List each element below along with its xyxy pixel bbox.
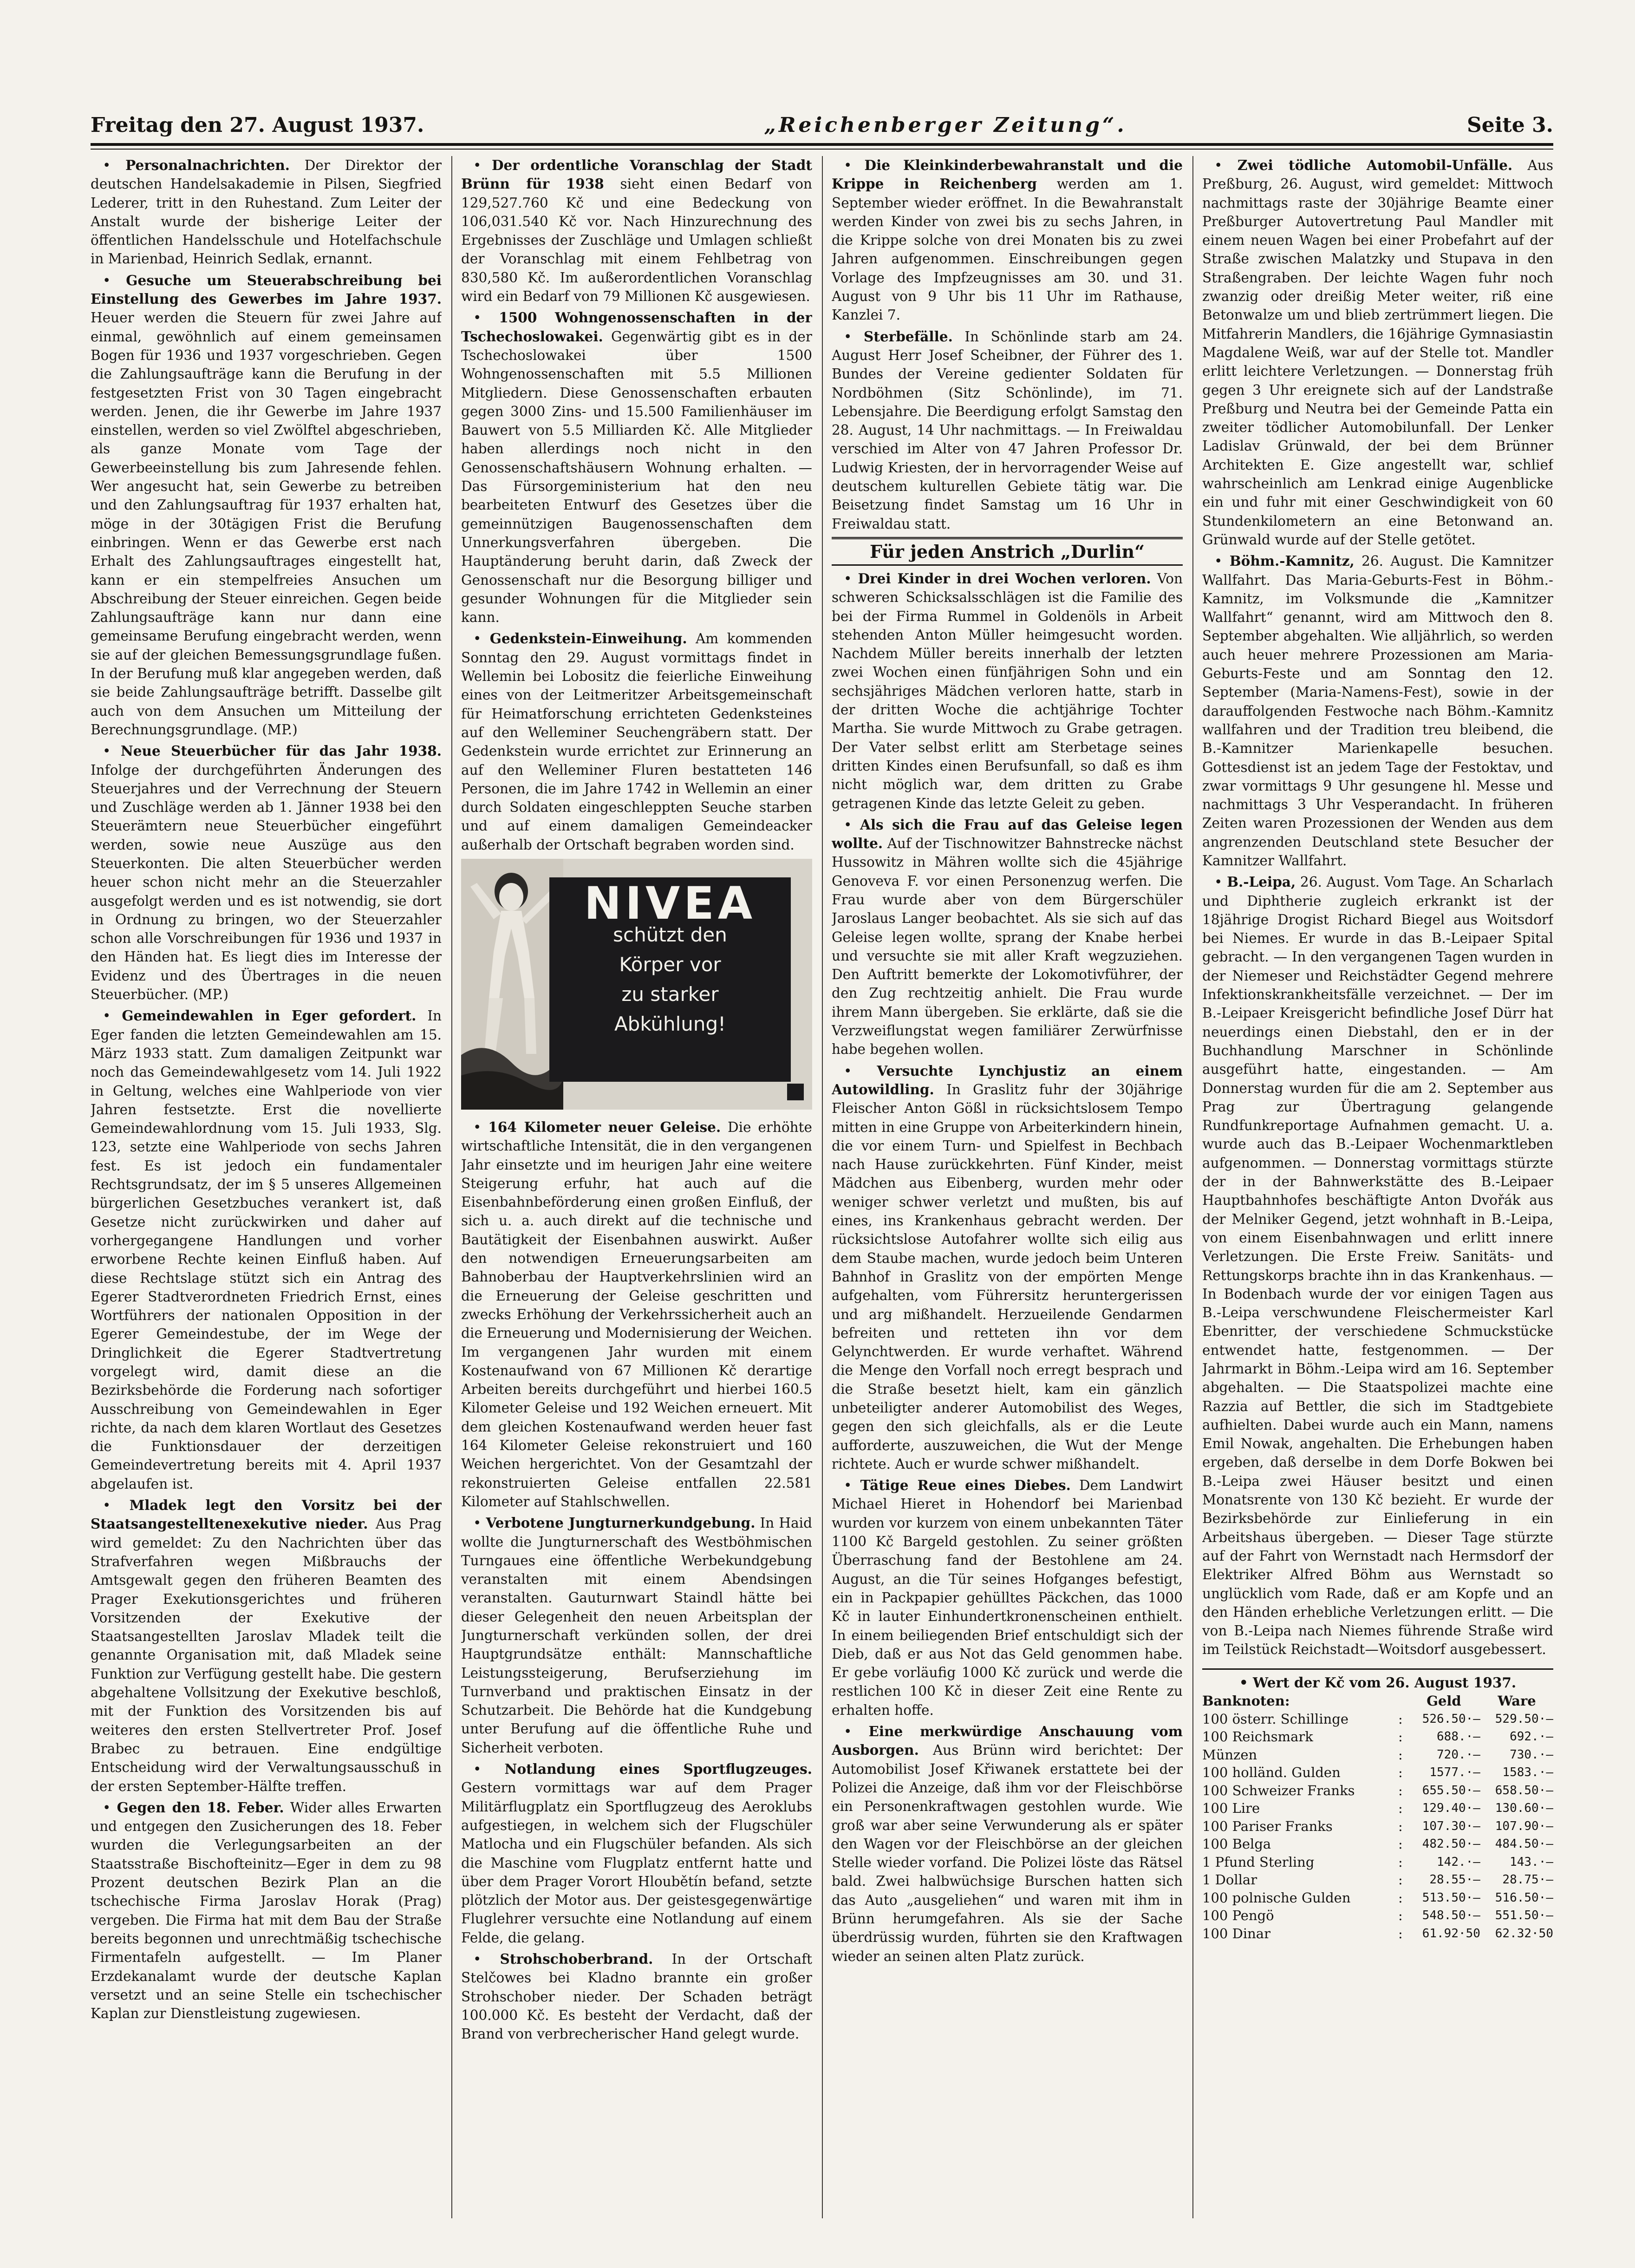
geld-value: 526.50·— — [1422, 1712, 1480, 1726]
column-2 — [461, 156, 812, 2218]
geld-value: 688.·— — [1437, 1730, 1480, 1744]
article: • Mladek legt den Vorsitz bei der Staatsangestelltenexekutive nieder. Aus Prag wird gemeldet: Zu den Nachrichten über das Strafverfahren wegen Mißbrauchs der Amtsgewalt gegen den früheren Beamten des Prager Exekutionsgerichtes und früheren Vorsitzenden der Exekutive der Staatsangestellten Jaroslav Mladek teilt die genannte Organisation mit, daß Mladek seine Funktion zur Verfügung gestellt habe. Die gestern abgehaltene Vollsitzung der Exekutive beschloß, mit der Funktion des Vorsitzenden bis auf weiteres den ersten Stellvertreter Prof. Josef Brabec zu betrauen. Eine endgültige Entscheidung wird der Verwaltungsausschuß in der ersten September-Hälfte treffen. — [91, 1497, 442, 1794]
table-row — [1202, 1782, 1553, 1800]
currency-name: 1 Pfund Sterling — [1202, 1854, 1315, 1870]
separator: : — [1398, 1836, 1403, 1852]
separator: : — [1398, 1746, 1403, 1763]
article-headline: Drei Kinder in drei Wochen verloren. — [858, 570, 1151, 587]
ad-brand: NIVEA — [584, 877, 756, 929]
article-body: werden am 1. September wieder eröffnet. In die Bewahranstalt werden Kinder von zwei bis zu sechs Jahren, in die Krippe solche von drei Monaten bis zu zwei Jahren aufgenommen. Einschreibungen gegen Vorlage des Impfzeugnisses am 30. und 31. August von 9 Uhr bis 11 Uhr im Rathause, Kanzlei 7. — [832, 176, 1183, 323]
article: • Böhm.-Kamnitz, 26. August. Die Kamnitzer Wallfahrt. Das Maria-Geburts-Fest in Böhm.-Kamnitz, im Volksmunde die „Kamnitzer Wallfahrt“ genannt, wird am Mittwoch den 8. September abgehalten. Wie alljährlich, so werden auch heuer mehrere Prozessionen am Maria-Geburts-Feste und am Sonntag den 12. September (Maria-Namens-Fest), sowie in der darauffolgenden Festwoche nach Böhm.-Kamnitz wallfahren und der Tradition treu bleibend, die B.-Kamnitzer Marienkapelle besuchen. Gottesdienst ist an jedem Tage der Festoktav, und zwar vormittags 9 Uhr gesungene hl. Messe und nachmittags 3 Uhr Vesperandacht. In früheren Zeiten waren Prozessionen der Wenden aus dem angrenzenden Deutschland stete Besucher der Kamnitzer Wallfahrt. — [1202, 553, 1553, 869]
ad-corner-mark — [787, 1084, 804, 1100]
currency-name: 100 Dinar — [1202, 1925, 1270, 1941]
article-body: Wider alles Erwarten und entgegen den Zusicherungen des 18. Feber wurden die Verlegungsarbeiten an der Staatsstraße Bischofteinitz—Eger in dem zu 98 Prozent deutschen Bezirk Plan an die tschechische Firma Jaroslav Horak (Prag) vergeben. Die Firma hat mit dem Bau der Straße bereits begonnen und unrechtmäßig tschechische Firmentafeln aufgestellt. — Im Planer Erzdekanalamt wurde der deutsche Kaplan versetzt und an seine Stelle ein tschechischer Kaplan zur Dienstleistung zugewiesen. — [91, 1799, 442, 2022]
header-rule-thin — [91, 149, 1553, 150]
article-headline: Verbotene Jungturnerkundgebung. — [486, 1515, 756, 1531]
ware-value: 62.32·50 — [1495, 1926, 1553, 1941]
currency-name: 100 holländ. Gulden — [1202, 1765, 1341, 1781]
article-headline: Personalnachrichten. — [125, 157, 290, 173]
currency-name: 100 Reichsmark — [1202, 1729, 1313, 1745]
separator: : — [1398, 1872, 1403, 1888]
ware-value: 107.90·— — [1495, 1819, 1553, 1833]
article: • B.-Leipa, 26. August. Vom Tage. An Scharlach und Diphtherie zugleich erkrankt ist der 18jährige Drogist Richard Biegel aus Woitsdorf bei Niemes. Er wurde in das B.-Leipaer Spital gebracht. — In den vergangenen Tagen wurden in der Niemeser und Reichstädter Gegend mehrere Infektionskrankheitsfälle verzeichnet. — Der im B.-Leipaer Kreisgericht befindliche Josef Dürr hat neuerdings einen Diebstahl, den er in der Buchhandlung Marschner in Schönlinde ausgeführt hatte, eingestanden. — Am Donnerstag wurden für die am 2. September aus Prag zur Übertragung gelangende Rundfunkreportage Aufnahmen gemacht. U. a. wurde auch das B.-Leipaer Wochenmarktleben aufgenommen. — Donnerstag vormittags stürzte der in der Bahnwerkstätte des B.-Leipaer Hauptbahnhofes beschäftigte Anton Dvořák aus der Melniker Gegend, jetzt wohnhaft in B.-Leipa, von einem Eisenbahnwagen und erlitt innere Verletzungen. Die Erste Freiw. Sanitäts- und Rettungskorps brachte ihn in das Krankenhaus. — In Bodenbach wurde der vor einigen Tagen aus B.-Leipa verschwundene Fleischermeister Karl Ebenritter, der verschiedene Schmuckstücke entwendet hatte, festgenommen. — Der Jahrmarkt in Böhm.-Leipa wird am 16. September abgehalten. — Die Staatspolizei machte eine Razzia auf Bettler, die sich im Stadtgebiete aufhielten. Dabei wurde auch ein Mann, namens Emil Nowak, angehalten. Die Erhebungen haben ergeben, daß derselbe in dem Dorfe Bokwen bei B.-Leipa zwei Häuser besitzt und einen Monatsrente von 130 Kč bezieht. Er wurde der Bezirksbehörde zur Einlieferung in ein Arbeitshaus übergeben. — Dieser Tage stürzte auf der Fahrt von Wernstadt nach Hermsdorf der Elektriker Alfred Böhm aus Wernstadt so unglücklich vom Rade, daß er am Kopfe und an den Händen erhebliche Verletzungen erlitt. — Die von B.-Leipa nach Niemes führende Straße wird im Teilstück Reichstadt—Woitsdorf ausgebessert. — [1202, 874, 1553, 1658]
column-4 — [1202, 156, 1553, 2218]
column-divider — [1192, 156, 1193, 2218]
table-row — [1202, 1799, 1553, 1817]
ware-value: 730.·— — [1510, 1747, 1553, 1762]
currency-name: 100 Belga — [1202, 1836, 1271, 1852]
geld-value: 28.55·— — [1429, 1873, 1480, 1887]
article-headline: Gemeindewahlen in Eger gefordert. — [122, 1007, 417, 1024]
article-body: In der Ortschaft Stelčowes bei Kladno brannte ein großer Strohschober nieder. Der Schaden beträgt 100.000 Kč. Es besteht der Verdacht, daß der Brand von verbrecherischer Hand gelegt wurde. — [461, 1951, 812, 2042]
article-body: Aus Brünn wird berichtet: Der Automobilist Josef Křiwanek erstattete bei der Polizei die Anzeige, daß ihm vor der Fleischbörse ein Personenkraftwagen gestohlen wurde. Wie groß war aber seine Verwunderung als er später den Wagen vor der Fleischbörse an der gleichen Stelle wieder vorfand. Die Polizei löste das Rätsel bald. Zwei halbwüchsige Burschen hatten sich das Auto „ausgeliehen“ und waren mit ihm in Brünn herumgefahren. Als sie der Sache überdrüssig wurden, führten sie den Kraftwagen wieder an seinen alten Platz zurück. — [832, 1742, 1183, 1964]
separator: : — [1398, 1800, 1403, 1817]
ware-value: 130.60·— — [1495, 1801, 1553, 1816]
issue-date: Freitag den 27. August 1937. — [91, 113, 424, 137]
article: • Verbotene Jungturnerkundgebung. In Haid wollte die Jungturnerschaft des Westböhmischen Turngaues eine öffentliche Werbekundgebung veranstalten mit einem Abendsingen veranstalten. Gauturnwart Staindl hätte bei dieser Gelegenheit den neuen Arbeitsplan der Jungturnerschaft verkünden sollen, der drei Hauptgrundsätze enthält: Mannschaftliche Leistungssteigerung, Berufserziehung im Turnverband und praktischen Einsatz in der Schutzarbeit. Die Behörde hat die Kundgebung unter Berufung auf die öffentliche Ruhe und Sicherheit verboten. — [461, 1515, 812, 1756]
currency-name: 100 Schweizer Franks — [1202, 1782, 1355, 1798]
article: • 164 Kilometer neuer Geleise. Die erhöhte wirtschaftliche Intensität, die in den vergangenen Jahr einsetzte und im heurigen Jahr eine weitere Steigerung erfuhr, hat auch auf die Eisenbahnbeförderung einen großen Einfluß, der sich u. a. auch direkt auf die technische und Bautätigkeit der Eisenbahnen auswirkt. Außer den notwendigen Erneuerungsarbeiten am Bahnoberbau der Hauptverkehrslinien wird an die Erneuerung der Geleise geschritten und zwecks Erhöhung der Verkehrssicherheit auch an die Erneuerung und Modernisierung der Weichen. Im vergangenen Jahr wurden mit einem Kostenaufwand von 67 Millionen Kč derartige Arbeiten bereits durchgeführt und hierbei 160.5 Kilometer Geleise und 192 Weichen erneuert. Mit dem gleichen Kostenaufwand werden heuer fast 164 Kilometer Geleise rekonstruiert und 160 Weichen hergerichtet. Von der Gesamtzahl der rekonstruierten Geleise entfallen 22.581 Kilometer auf Stahlschwellen. — [461, 1118, 812, 1510]
currency-name: 100 Pariser Franks — [1202, 1818, 1333, 1834]
geld-value: 61.92·50 — [1422, 1926, 1480, 1941]
article: • Personalnachrichten. Der Direktor der deutschen Handelsakademie in Pilsen, Siegfried Lederer, tritt in den Ruhestand. Zum Leiter der Anstalt wurde der bisherige Leiter der öffentlichen Handelsschule und Hotelfachschule in Marienbad, Heinrich Sedlak, ernannt. — [91, 157, 442, 267]
article-headline: Gegen den 18. Feber. — [117, 1799, 284, 1816]
geld-value: 655.50·— — [1422, 1783, 1480, 1797]
column-header: Ware — [1498, 1693, 1536, 1709]
article: • 1500 Wohngenossenschaften in der Tschechoslowakei. Gegenwärtig gibt es in der Tschechoslowakei über 1500 Wohngenossenschaften mit 5.5 Millionen Mitgliedern. Diese Genossenschaften erbauten gegen 3000 Zins- und 15.500 Familienhäuser im Bauwert von 5.5 Milliarden Kč. Alle Mitglieder haben allerdings noch nicht in den Genossenschaftshäusern Wohnung erhalten. — Das Fürsorgeministerium hat den neu bearbeiteten Entwurf des Gesetzes über die gemeinnützigen Baugenossenschaften dem Unnerkungsverfahren übergeben. Die Hauptänderung beruht darin, daß Zweck der Genossenschaft nur die Besorgung billiger und gesunder Wohnungen für die Mitglieder sein kann. — [461, 309, 812, 626]
separator: : — [1398, 1925, 1403, 1941]
article-headline: Die Kleinkinderbewahranstalt und die Krippe in Reichenberg — [832, 157, 1183, 192]
geld-value: 142.·— — [1437, 1855, 1480, 1869]
geld-value: 1577.·— — [1429, 1765, 1480, 1780]
article-headline: Mladek legt den Vorsitz bei der Staatsangestelltenexekutive nieder. — [91, 1497, 442, 1532]
exchange-rate-title-text: Wert der Kč vom 26. August 1937. — [1252, 1674, 1517, 1691]
article: • Gesuche um Steuerabschreibung bei Einstellung des Gewerbes im Jahre 1937. Heuer werden die Steuern für zwei Jahre auf einmal, gewöhnlich auf einem gemeinsamen Bogen für 1936 und 1937 vorgeschrieben. Gegen die Zahlungsaufträge kann die Berufung in der festgesetzten Frist von 30 Tagen eingebracht werden. Jenen, die ihr Gewerbe im Jahre 1937 einstellen, werden so viel Zwölftel abgeschrieben, als ganze Monate vom Tage der Gewerbeeinstellung bis zum Jahresende fehlen. Wer angesucht hat, sein Gewerbe zu betreiben und den Zahlungsauftrag für 1937 erhalten hat, möge in der 30tägigen Frist die Berufung einbringen. Wenn er das Gewerbe erst nach Erhalt des Zahlungsauftrages eingestellt hat, kann er ein stempelfreies Ansuchen um Abschreibung der Steuer einreichen. Gegen beide Zahlungsaufträge kann nur dann eine gemeinsame Berufung eingebracht werden, wenn sie auf der gleichen Bemessungsgrundlage fußen. In der Berufung muß klar angegeben werden, daß sie beide Zahlungsaufträge betrifft. Dasselbe gilt auch von dem Ansuchen um Mitteilung der Berechnungsgrundlage. (MP.) — [91, 272, 442, 738]
separator: : — [1398, 1729, 1403, 1745]
article-headline: Als sich die Frau auf das Geleise legen wollte. — [832, 816, 1183, 852]
ad-slogan-line: zu starker — [621, 983, 719, 1006]
table-row — [1202, 1764, 1553, 1782]
currency-name: Münzen — [1202, 1746, 1257, 1763]
article: • Drei Kinder in drei Wochen verloren. Von schweren Schicksalsschlägen ist die Familie des bei der Firma Rummel in Goldenöls in Arbeit stehenden Anton Müller heimgesucht worden. Nachdem Müller bereits innerhalb der letzten zwei Wochen einen fünfjährigen Sohn und ein sechsjähriges Mädchen verloren hatte, starb in der dritten Woche die achtjährige Tochter Martha. Sie wurde Mittwoch zu Grabe getragen. Der Vater selbst erlitt am Sterbetage seines dritten Kindes einen Berufsunfall, so daß es ihm nicht möglich war, dem dritten zu Grabe getragenen Kinde das letzte Geleit zu geben. — [832, 570, 1183, 811]
ware-value: 692.·— — [1510, 1730, 1553, 1744]
article-headline: Tätige Reue eines Diebes. — [860, 1477, 1071, 1494]
table-row — [1202, 1925, 1553, 1943]
article-body: Die erhöhte wirtschaftliche Intensität, die in den vergangenen Jahr einsetzte und im heurigen Jahr eine weitere Steigerung erfuhr, hat auch auf die Eisenbahnbeförderung einen großen Einfluß, der sich u. a. auch direkt auf die technische und Bautätigkeit der Eisenbahnen auswirkt. Außer den notwendigen Erneuerungsarbeiten am Bahnoberbau der Hauptverkehrslinien wird an die Erneuerung der Geleise geschritten und zwecks Erhöhung der Verkehrssicherheit auch an die Erneuerung und Modernisierung der Weichen. Im vergangenen Jahr wurden mit einem Kostenaufwand von 67 Millionen Kč derartige Arbeiten bereits durchgeführt und hierbei 160.5 Kilometer Geleise und 192 Weichen erneuert. Mit dem gleichen Kostenaufwand werden heuer fast 164 Kilometer Geleise rekonstruiert und 160 Weichen hergerichtet. Von der Gesamtzahl der rekonstruierten Geleise entfallen 22.581 Kilometer auf Stahlschwellen. — [461, 1119, 812, 1510]
table-row — [1202, 1889, 1553, 1907]
table-row — [1202, 1728, 1553, 1746]
article: • Strohschoberbrand. In der Ortschaft Stelčowes bei Kladno brannte ein großer Strohschober nieder. Der Schaden beträgt 100.000 Kč. Es besteht der Verdacht, daß der Brand von verbrecherischer Hand gelegt wurde. — [461, 1951, 812, 2042]
table-row — [1202, 1817, 1553, 1836]
article-body: In Graslitz fuhr der 30jährige Fleischer Anton Gößl in rücksichtslosem Tempo mitten in eine Gruppe von Arbeiterkindern hinein, die vor einem Turn- und Spielfest in Bechbach nach Hause zurückkehrten. Fünf Kinder, meist Mädchen aus Eibenberg, wurden mehr oder weniger schwer verletzt und mußten, bis auf eines, ins Krankenhaus gebracht werden. Der rücksichtslose Autofahrer wollte sich eilig aus dem Staube machen, wurde jedoch beim Unteren Bahnhof in Graslitz von der empörten Menge aufgehalten, vom Führersitz heruntergerissen und arg mißhandelt. Herzueilende Gendarmen befreiten und retteten ihn vor dem Gelynchtwerden. Er wurde verhaftet. Während die Menge den Vorfall noch erregt besprach und die Straße besetzt hielt, kam ein gänzlich unbeteiligter anderer Automobilist des Weges, gegen den sich gleichfalls, als er die Leute aufforderte, auszuweichen, die Wut der Menge richtete. Auch er wurde schwer mißhandelt. — [832, 1081, 1183, 1472]
article-headline: Eine merkwürdige Anschauung vom Ausborgen. — [832, 1723, 1183, 1758]
article-headline: Zwei tödliche Automobil-Unfälle. — [1237, 157, 1513, 173]
article-body: Auf der Tischnowitzer Bahnstrecke nächst Hussowitz in Mähren wollte sich die 45jährige Genoveva F. vor einen Personenzug werfen. Die Frau wurde aber von dem Bürgerschüler Jaroslaus Langer beobachtet. Als sie sich auf das Geleise legen wollte, sprang der Knabe herbei und versuchte sie mit aller Kraft wegzuziehen. Den Auftritt bemerkte der Lokomotivführer, der den Zug rechtzeitig anhielt. Die Frau wurde ihrem Mann übergeben. Sie erklärte, daß sie die Verzweiflungstat wegen familiärer Zerwürfnisse habe begehen wollen. — [832, 836, 1183, 1058]
separator: : — [1398, 1711, 1403, 1727]
ad-slogan-line: schützt den — [613, 923, 727, 947]
separator: : — [1398, 1765, 1403, 1781]
article: • Eine merkwürdige Anschauung vom Ausborgen. Aus Brünn wird berichtet: Der Automobilist Josef Křiwanek erstattete bei der Polizei die Anzeige, daß ihm vor der Fleischbörse ein Personenkraftwagen gestohlen wurde. Wie groß war aber seine Verwunderung als er später den Wagen vor der Fleischbörse an der gleichen Stelle wieder vorfand. Die Polizei löste das Rätsel bald. Zwei halbwüchsige Burschen hatten sich das Auto „ausgeliehen“ und waren mit ihm in Brünn herumgefahren. Als sie der Sache überdrüssig wurden, führten sie den Kraftwagen wieder an seinen alten Platz zurück. — [832, 1723, 1183, 1964]
masthead-title: „Reichenberger Zeitung“. — [764, 113, 1127, 137]
separator: : — [1398, 1889, 1403, 1906]
geld-value: 482.50·— — [1422, 1837, 1480, 1851]
ware-value: 28.75·— — [1502, 1873, 1553, 1887]
article-body: 26. August. Vom Tage. An Scharlach und Diphtherie zugleich erkrankt ist der 18jährige Drogist Richard Biegel aus Woitsdorf bei Niemes. Er wurde in das B.-Leipaer Spital gebracht. — In den vergangenen Tagen wurden in der Niemeser und Reichstädter Gegend mehrere Infektionskrankheitsfälle verzeichnet. — Der im B.-Leipaer Kreisgericht befindliche Josef Dürr hat neuerdings einen Diebstahl, den er in der Buchhandlung Marschner in Schönlinde ausgeführt hatte, eingestanden. — Am Donnerstag wurden für die am 2. September aus Prag zur Übertragung gelangende Rundfunkreportage Aufnahmen gemacht. U. a. wurde auch das B.-Leipaer Wochenmarktleben aufgenommen. — Donnerstag vormittags stürzte der in der Bahnwerkstätte des B.-Leipaer Hauptbahnhofes beschäftigte Anton Dvořák aus der Melniker Gegend, jetzt wohnhaft in B.-Leipa, von einem Eisenbahnwagen und erlitt innere Verletzungen. Die Erste Freiw. Sanitäts- und Rettungskorps brachte ihn in das Krankenhaus. — In Bodenbach wurde der vor einigen Tagen aus B.-Leipa verschwundene Fleischermeister Karl Ebenritter, der verschiedene Schmuckstücke entwendet hatte, festgenommen. — Der Jahrmarkt in Böhm.-Leipa wird am 16. September abgehalten. — Die Staatspolizei machte eine Razzia auf Bettler, die sich im Stadtgebiete aufhielten. Dabei wurde auch ein Mann, namens Emil Nowak, angehalten. Die Erhebungen haben ergeben, daß derselbe in dem Dorfe Bokwen bei B.-Leipa zwei Häuser besitzt und einen Monatsrente von 130 Kč bezieht. Er wurde der Bezirksbehörde zur Einlieferung in ein Arbeitshaus übergeben. — Dieser Tage stürzte auf der Fahrt von Wernstadt nach Hermsdorf der Elektriker Alfred Böhm aus Wernstadt so unglücklich vom Rade, daß er am Kopfe und an den Händen erhebliche Verletzungen erlitt. — Die von B.-Leipa nach Niemes führende Straße wird im Teilstück Reichstadt—Woitsdorf ausgebessert. — [1202, 874, 1553, 1658]
article-body: In Haid wollte die Jungturnerschaft des Westböhmischen Turngaues eine öffentliche Werbekundgebung veranstalten mit einem Abendsingen veranstalten. Gauturnwart Staindl hätte bei dieser Gelegenheit den neuen Arbeitsplan der Jungturnerschaft verkünden sollen, der drei Hauptgrundsätze enthält: Mannschaftliche Leistungssteigerung, Berufserziehung im Turnverband und praktischen Einsatz in der Schutzarbeit. Die Behörde hat die Kundgebung unter Berufung auf die öffentliche Ruhe und Sicherheit verboten. — [461, 1515, 812, 1756]
section-banner-durlin: Für jeden Anstrich „Durlin“ — [832, 537, 1183, 566]
article: • Gemeindewahlen in Eger gefordert. In Eger fanden die letzten Gemeindewahlen am 15. März 1933 statt. Zum damaligen Zeitpunkt war noch das Gemeindewahlgesetz vom 14. Juli 1922 in Geltung, welches eine Wahlperiode von vier Jahren festsetzte. Erst die novellierte Gemeindewahlordnung vom 15. Juli 1933, Slg. 123, setzte eine Wahlperiode von sechs Jahren fest. Es ist jedoch ein fundamentaler Rechtsgrundsatz, der im § 5 unseres Allgemeinen bürgerlichen Gesetzbuches verankert ist, daß Gesetze nicht zurückwirken und daher auf vorhergegangene Handlungen und vorher erworbene Rechte keinen Einfluß haben. Auf diese Rechtslage stützt sich ein Antrag des Egerer Stadtverordneten Friedrich Ernst, eines Wortführers der nationalen Opposition in der Egerer Gemeindestube, der im Wege der Dringlichkeit die Egerer Stadtvertretung vorgelegt wird, damit diese an die Bezirksbehörde die Forderung nach sofortiger Ausschreibung von Gemeindewahlen in Eger richte, da nach dem klaren Wortlaut des Gesetzes die Funktionsdauer der derzeitigen Gemeindevertretung bereits mit 4. April 1937 abgelaufen ist. — [91, 1007, 442, 1492]
table-row — [1202, 1871, 1553, 1889]
page-number: Seite 3. — [1466, 113, 1553, 137]
currency-name: 100 österr. Schillinge — [1202, 1711, 1348, 1727]
article-headline: Notlandung eines Sportflugzeuges. — [504, 1761, 812, 1778]
article-body: Infolge der durchgeführten Änderungen des Steuerjahres und der Verrechnung der Steuern und Zuschläge werden ab 1. Jänner 1938 bei den Steuerämtern neue Steuerbücher eingeführt werden, sowie neue Auszüge aus den Steuerkonten. Die alten Steuerbücher werden heuer schon nicht mehr an die Steuerzahler ausgefolgt werden und es ist notwendig, sie dort in Ordnung zu bringen, wo der Steuerzahler schon alle Vorschreibungen für 1936 und 1937 in den Händen hat. Es liegt dies im Interesse der Evidenz und des Übertrages in die neuen Steuerbücher. (MP.) — [91, 762, 442, 1003]
article-body: Am kommenden Sonntag den 29. August vormittags findet in Wellemin bei Lobositz die feierliche Einweihung eines von der Leitmeritzer Arbeitsgemeinschaft für Heimatforschung errichteten Gedenksteines auf den Welleminer Seuchengräbern statt. Der Gedenkstein wurde errichtet zur Erinnerung an auf den Welleminer Fluren bestatteten 146 Personen, die im Jahre 1742 in Wellemin an einer durch Soldaten eingeschleppten Seuche starben und auf einem damaligen Gemeindeacker außerhalb der Ortschaft begraben worden sind. — [461, 631, 812, 853]
geld-value: 720.·— — [1437, 1747, 1480, 1762]
column-header-spacer — [1394, 1692, 1407, 1710]
newspaper-page — [91, 111, 1553, 2229]
article-headline: Neue Steuerbücher für das Jahr 1938. — [120, 743, 442, 759]
ware-value: 516.50·— — [1495, 1890, 1553, 1905]
rates-table — [1202, 1692, 1553, 1942]
exchange-rate-table — [1202, 1668, 1553, 1942]
article-headline: Der ordentliche Voranschlag der Stadt Brünn für 1938 — [461, 157, 812, 192]
article: • Versuchte Lynchjustiz an einem Autowildling. In Graslitz fuhr der 30jährige Fleischer Anton Gößl in rücksichtslosem Tempo mitten in eine Gruppe von Arbeiterkindern hinein, die vor einem Turn- und Spielfest in Bechbach nach Hause zurückkehrten. Fünf Kinder, meist Mädchen aus Eibenberg, wurden mehr oder weniger schwer verletzt und mußten, bis auf eines, ins Krankenhaus gebracht werden. Der rücksichtslose Autofahrer wollte sich eilig aus dem Staube machen, wurde jedoch beim Unteren Bahnhof in Graslitz von der empörten Menge aufgehalten, vom Führersitz heruntergerissen und arg mißhandelt. Herzueilende Gendarmen befreiten und retteten ihn vor dem Gelynchtwerden. Er wurde verhaftet. Während die Menge den Vorfall noch erregt besprach und die Straße besetzt hielt, kam ein gänzlich unbeteiligter anderer Automobilist des Weges, gegen den sich gleichfalls, als er die Leute aufforderte, auszuweichen, die Wut der Menge richtete. Auch er wurde schwer mißhandelt. — [832, 1062, 1183, 1472]
article-headline: 1500 Wohngenossenschaften in der Tschechoslowakei. — [461, 309, 812, 345]
article: • Neue Steuerbücher für das Jahr 1938. Infolge der durchgeführten Änderungen des Steuerjahres und der Verrechnung der Steuern und Zuschläge werden ab 1. Jänner 1938 bei den Steuerämtern neue Steuerbücher eingeführt werden, sowie neue Auszüge aus den Steuerkonten. Die alten Steuerbücher werden heuer schon nicht mehr an die Steuerzahler ausgefolgt werden und es ist notwendig, sie dort in Ordnung zu bringen, wo der Steuerzahler schon alle Vorschreibungen für 1936 und 1937 in den Händen hat. Es liegt dies im Interesse der Evidenz und des Übertrages in die neuen Steuerbücher. (MP.) — [91, 743, 442, 1003]
article-headline: Böhm.-Kamnitz, — [1229, 553, 1355, 569]
article: • Die Kleinkinderbewahranstalt und die Krippe in Reichenberg werden am 1. September wieder eröffnet. In die Bewahranstalt werden Kinder von zwei bis zu sechs Jahren, in die Krippe solche von drei Monaten bis zu zwei Jahren aufgenommen. Einschreibungen gegen Vorlage des Impfzeugnisses am 30. und 31. August von 9 Uhr bis 11 Uhr im Rathause, Kanzlei 7. — [832, 157, 1183, 323]
article-headline: 164 Kilometer neuer Geleise. — [488, 1118, 721, 1135]
article-headline: B.-Leipa, — [1227, 874, 1296, 890]
article-headline: Gesuche um Steuerabschreibung bei Einstellung des Gewerbes im Jahre 1937. — [91, 272, 442, 307]
page-header — [91, 111, 1553, 138]
geld-value: 107.30·— — [1422, 1819, 1480, 1833]
column-divider — [451, 156, 452, 2218]
column-1 — [91, 156, 442, 2218]
woman-figure-illustration — [461, 859, 563, 1110]
article-body: Aus Prag wird gemeldet: Zu den Nachrichten über das Strafverfahren wegen Mißbrauchs der Amtsgewalt gegen den früheren Beamten des Prager Exekutionsgerichtes und früheren Vorsitzenden der Exekutive der Staatsangestellten Jaroslav Mladek teilt die genannte Organisation mit, daß Mladek seine Funktion zur Verfügung gestellt habe. Die gestern abgehaltene Vollsitzung der Exekutive beschloß, mit der Funktion des Vorsitzenden bis auf weiteres den ersten Stellvertreter Prof. Josef Brabec zu betrauen. Eine endgültige Entscheidung wird der Verwaltungsausschuß in der ersten September-Hälfte treffen. — [91, 1516, 442, 1794]
rates-body — [1202, 1710, 1553, 1943]
article-body: Aus Preßburg, 26. August, wird gemeldet: Mittwoch nachmittags raste der 30jährige Beamte einer Preßburger Autovertretung Paul Mandler mit einem neuen Wagen bei einer Probefahrt auf der Straße zwischen Malatzky und Stupava in den Straßengraben. Der leichte Wagen fuhr noch zwanzig oder dreißig Meter weiter, riß eine Betonwalze um und blieb zertrümmert liegen. Die Mitfahrerin Mandlers, die 16jährige Gymnasiastin Magdalene Weiß, war auf der Stelle tot. Mandler erlitt leichtere Verletzungen. — Donnerstag früh gegen 3 Uhr ereignete sich auf der Landstraße Preßburg und Neutra bei der Gemeinde Patta ein zweiter tödlicher Automobilunfall. Der Lenker Ladislav Grünwald, der bei dem Brünner Architekten E. Gize angestellt war, schlief wahrscheinlich am Lenkrad einige Augenblicke ein und fuhr mit einer Geschwindigkeit von 60 Stundenkilometern an eine Betonwand an. Grünwald wurde auf der Stelle getötet. — [1202, 157, 1553, 548]
separator: : — [1398, 1854, 1403, 1870]
article-body: Dem Landwirt Michael Hieret in Hohendorf bei Marienbad wurden vor kurzem von einem unbekannten Täter 1100 Kč Bargeld gestohlen. Zu seiner größten Überraschung fand der Bestohlene am 24. August, an die Tür seines Hofganges befestigt, ein in Packpapier gehülltes Päckchen, das 1000 Kč in lauter Einhundertkronenscheinen enthielt. In einem beiliegenden Brief entschuldigt sich der Dieb, daß er aus Not das Geld genommen habe. Er gebe vorläufig 1000 Kč zurück und werde die restlichen 100 Kč in dieser Zeit eine Rente zu erhalten hoffe. — [832, 1477, 1183, 1718]
article: • Der ordentliche Voranschlag der Stadt Brünn für 1938 sieht einen Bedarf von 129,527.760 Kč und eine Bedeckung von 106,031.540 Kč vor. Nach Hinzurechnung des Ergebnisses der Zuschläge und Umlagen schließt der Voranschlag mit einem Fehlbetrag von 830,580 Kč. Im außerordentlichen Voranschlag wird ein Bedarf von 79 Millionen Kč ausgewiesen. — [461, 157, 812, 305]
separator: : — [1398, 1908, 1403, 1924]
ad-slogan — [549, 920, 791, 1039]
separator: : — [1398, 1782, 1403, 1798]
column-header: Geld — [1427, 1693, 1461, 1709]
ware-value: 529.50·— — [1495, 1712, 1553, 1726]
geld-value: 513.50·— — [1422, 1890, 1480, 1905]
article-body: Heuer werden die Steuern für zwei Jahre auf einmal, gewöhnlich auf einem gemeinsamen Bogen für 1936 und 1937 vorgeschrieben. Gegen die Zahlungsaufträge kann die Berufung in der festgesetzten Frist von 30 Tagen eingebracht werden. Jenen, die ihr Gewerbe im Jahre 1937 einstellen, werden so viel Zwölftel abgeschrieben, als ganze Monate vom Tage der Gewerbeeinstellung bis zum Jahresende fehlen. Wer angesucht hat, sein Gewerbe zu betreiben und den Zahlungsauftrag für 1937 erhalten hat, möge in der 30tägigen Frist die Berufung einbringen. Wenn er das Gewerbe erst nach Erhalt des Zahlungsauftrages eingestellt hat, kann er ein stempelfreies Ansuchen um Abschreibung der Steuer einreichen. Gegen beide Zahlungsaufträge kann nur dann eine gemeinsame Berufung eingebracht werden, wenn sie auf der gleichen Bemessungsgrundlage fußen. In der Berufung muß klar angegeben werden, daß sie beide Zahlungsaufträge betrifft. Dasselbe gilt auch von dem Ansuchen um Mitteilung der Berechnungsgrundlage. (MP.) — [91, 310, 442, 738]
article: • Notlandung eines Sportflugzeuges. Gestern vormittags war auf dem Prager Militärflugplatz ein Sportflugzeug des Aeroklubs aufgestiegen, in welchem sich der Flugschüler Matlocha und ein Flugschüler befanden. Als sich die Maschine vom Flugplatz entfernt hatte und über dem Prager Vorort Hloubětín befand, setzte plötzlich der Motor aus. Der geistesgegenwärtige Fluglehrer versuchte eine Notlandung auf einem Felde, die gelang. — [461, 1761, 812, 1946]
article-headline: Sterbefälle. — [863, 328, 953, 345]
separator: : — [1398, 1818, 1403, 1834]
article: • Sterbefälle. In Schönlinde starb am 24. August Herr Josef Scheibner, der Führer des 1. Bundes der Vereine gedienter Soldaten für Nordböhmen (Sitz Schönlinde), im 71. Lebensjahre. Die Beerdigung erfolgt Samstag den 28. August, 14 Uhr nachmittags. — In Freiwaldau verschied im Alter von 47 Jahren Professor Dr. Ludwig Kriesten, der in hervorragender Weise auf deutschem kulturellen Gebiete tätig war. Die Beisetzung findet Samstag um 16 Uhr in Freiwaldau statt. — [832, 328, 1183, 532]
nivea-advertisement — [461, 859, 812, 1110]
article-headline: Strohschoberbrand. — [500, 1951, 653, 1967]
article: • Als sich die Frau auf das Geleise legen wollte. Auf der Tischnowitzer Bahnstrecke nächst Hussowitz in Mähren wollte sich die 45jährige Genoveva F. vor einen Personenzug werfen. Die Frau wurde aber von dem Bürgerschüler Jaroslaus Langer beobachtet. Als sie sich auf das Geleise legen wollte, sprang der Knabe herbei und versuchte sie mit aller Kraft wegzuziehen. Den Auftritt bemerkte der Lokomotivführer, der den Zug rechtzeitig anhielt. Die Frau wurde ihrem Mann übergeben. Sie erklärte, daß sie die Verzweiflungstat wegen familiärer Zerwürfnisse habe begehen wollen. — [832, 816, 1183, 1058]
article-body: Von schweren Schicksalsschlägen ist die Familie des bei der Firma Rummel in Goldenöls in Arbeit stehenden Anton Müller heimgesucht worden. Nachdem Müller bereits innerhalb der letzten zwei Wochen einen fünfjährigen Sohn und ein sechsjähriges Mädchen verloren hatte, starb in der dritten Woche die achtjährige Tochter Martha. Sie wurde Mittwoch zu Grabe getragen. Der Vater selbst erlitt am Sterbetage seines dritten Kindes einen Berufsunfall, so daß es ihm nicht möglich war, dem dritten zu Grabe getragenen Kinde das letzte Geleit zu geben. — [832, 570, 1183, 811]
column-header: Banknoten: — [1202, 1693, 1290, 1709]
ware-value: 658.50·— — [1495, 1783, 1553, 1797]
article: • Tätige Reue eines Diebes. Dem Landwirt Michael Hieret in Hohendorf bei Marienbad wurden vor kurzem von einem unbekannten Täter 1100 Kč Bargeld gestohlen. Zu seiner größten Überraschung fand der Bestohlene am 24. August, an die Tür seines Hofganges befestigt, ein in Packpapier gehülltes Päckchen, das 1000 Kč in lauter Einhundertkronenscheinen enthielt. In einem beiliegenden Brief entschuldigt sich der Dieb, daß er aus Not das Geld genommen habe. Er gebe vorläufig 1000 Kč zurück und werde die restlichen 100 Kč in dieser Zeit eine Rente zu erhalten hoffe. — [832, 1477, 1183, 1718]
exchange-rate-title: • Wert der Kč vom 26. August 1937. — [1239, 1674, 1517, 1691]
currency-name: 100 Pengö — [1202, 1908, 1274, 1924]
column-3 — [832, 156, 1183, 2218]
currency-name: 1 Dollar — [1202, 1872, 1257, 1888]
ware-value: 551.50·— — [1495, 1909, 1553, 1923]
table-row — [1202, 1835, 1553, 1853]
ad-slogan-line: Abkühlung! — [614, 1013, 726, 1036]
article-body: Der Direktor der deutschen Handelsakademie in Pilsen, Siegfried Lederer, tritt in den Ruhestand. Zum Leiter der Anstalt wurde der bisherige Leiter der öffentlichen Handelsschule und Hotelfachschule in Marienbad, Heinrich Sedlak, ernannt. — [91, 157, 442, 267]
currency-name: 100 Lire — [1202, 1800, 1260, 1817]
geld-value: 548.50·— — [1422, 1909, 1480, 1923]
table-header-row — [1202, 1692, 1553, 1710]
header-rule — [91, 143, 1553, 146]
article-body: sieht einen Bedarf von 129,527.760 Kč und eine Bedeckung von 106,031.540 Kč vor. Nach Hinzurechnung des Ergebnisses der Zuschläge und Umlagen schließt der Voranschlag mit einem Fehlbetrag von 830,580 Kč. Im außerordentlichen Voranschlag wird ein Bedarf von 79 Millionen Kč ausgewiesen. — [461, 176, 812, 305]
table-row — [1202, 1746, 1553, 1764]
ware-value: 143.·— — [1510, 1855, 1553, 1869]
article-body: In Schönlinde starb am 24. August Herr Josef Scheibner, der Führer des 1. Bundes der Vereine gedienter Soldaten für Nordböhmen (Sitz Schönlinde), im 71. Lebensjahre. Die Beerdigung erfolgt Samstag den 28. August, 14 Uhr nachmittags. — In Freiwaldau verschied im Alter von 47 Jahren Professor Dr. Ludwig Kriesten, der in hervorragender Weise auf deutschem kulturellen Gebiete tätig war. Die Beisetzung findet Samstag um 16 Uhr in Freiwaldau statt. — [832, 328, 1183, 532]
ware-value: 1583.·— — [1502, 1765, 1553, 1780]
article: • Gedenkstein-Einweihung. Am kommenden Sonntag den 29. August vormittags findet in Wellemin bei Lobositz die feierliche Einweihung eines von der Leitmeritzer Arbeitsgemeinschaft für Heimatforschung errichteten Gedenksteines auf den Welleminer Seuchengräbern statt. Der Gedenkstein wurde errichtet zur Erinnerung an auf den Welleminer Fluren bestatteten 146 Personen, die im Jahre 1742 in Wellemin an einer durch Soldaten eingeschleppten Seuche starben und auf einem damaligen Gemeindeacker außerhalb der Ortschaft begraben worden sind. — [461, 630, 812, 853]
currency-name: 100 polnische Gulden — [1202, 1889, 1351, 1906]
article-body: 26. August. Die Kamnitzer Wallfahrt. Das Maria-Geburts-Fest in Böhm.-Kamnitz, im Volksmunde die „Kamnitzer Wallfahrt“ genannt, wird am Mittwoch den 8. September abgehalten. Wie alljährlich, so werden auch heuer mehrere Prozessionen am Maria-Geburts-Feste und am Sonntag den 12. September (Maria-Namens-Fest), sowie in der darauffolgenden Festwoche nach Böhm.-Kamnitz wallfahren und der Tradition treu bleibend, die B.-Kamnitzer Marienkapelle besuchen. Gottesdienst ist an jedem Tage der Festoktav, und zwar vormittags 9 Uhr gesungene hl. Messe und nachmittags 3 Uhr Vesperandacht. In früheren Zeiten waren Prozessionen der Wenden aus dem angrenzenden Deutschland stete Besucher der Kamnitzer Wallfahrt. — [1202, 553, 1553, 869]
article: • Gegen den 18. Feber. Wider alles Erwarten und entgegen den Zusicherungen des 18. Feber wurden die Verlegungsarbeiten an der Staatsstraße Bischofteinitz—Eger in dem zu 98 Prozent deutschen Bezirk Plan an die tschechische Firma Jaroslav Horak (Prag) vergeben. Die Firma hat mit dem Bau der Straße bereits begonnen und unrechtmäßig tschechische Firmentafeln aufgestellt. — Im Planer Erzdekanalamt wurde der deutsche Kaplan versetzt und an seine Stelle ein tschechischer Kaplan zur Dienstleistung zugewiesen. — [91, 1799, 442, 2022]
article-body: Gestern vormittags war auf dem Prager Militärflugplatz ein Sportflugzeug des Aeroklubs aufgestiegen, in welchem sich der Flugschüler Matlocha und ein Flugschüler befanden. Als sich die Maschine vom Flugplatz entfernt hatte und über dem Prager Vorort Hloubětín befand, setzte plötzlich der Motor aus. Der geistesgegenwärtige Fluglehrer versuchte eine Notlandung auf einem Felde, die gelang. — [461, 1780, 812, 1946]
column-divider — [822, 156, 823, 2218]
nivea-ad-box — [549, 877, 791, 1082]
table-row — [1202, 1907, 1553, 1925]
table-row — [1202, 1710, 1553, 1728]
ad-slogan-line: Körper vor — [619, 953, 721, 976]
article-headline: Gedenkstein-Einweihung. — [489, 630, 687, 647]
article: • Zwei tödliche Automobil-Unfälle. Aus Preßburg, 26. August, wird gemeldet: Mittwoch nachmittags raste der 30jährige Beamte einer Preßburger Autovertretung Paul Mandler mit einem neuen Wagen bei einer Probefahrt auf der Straße zwischen Malatzky und Stupava in den Straßengraben. Der leichte Wagen fuhr noch zwanzig oder dreißig Meter weiter, riß eine Betonwalze um und blieb zertrümmert liegen. Die Mitfahrerin Mandlers, die 16jährige Gymnasiastin Magdalene Weiß, war auf der Stelle tot. Mandler erlitt leichtere Verletzungen. — Donnerstag früh gegen 3 Uhr ereignete sich auf der Landstraße Preßburg und Neutra bei der Gemeinde Patta ein zweiter tödlicher Automobilunfall. Der Lenker Ladislav Grünwald, der bei dem Brünner Architekten E. Gize angestellt war, schlief wahrscheinlich am Lenkrad einige Augenblicke ein und fuhr mit einer Geschwindigkeit von 60 Stundenkilometern an eine Betonwand an. Grünwald wurde auf der Stelle getötet. — [1202, 157, 1553, 548]
article-headline: Versuchte Lynchjustiz an einem Autowildling. — [832, 1062, 1183, 1098]
article-body: In Eger fanden die letzten Gemeindewahlen am 15. März 1933 statt. Zum damaligen Zeitpunkt war noch das Gemeindewahlgesetz vom 14. Juli 1922 in Geltung, welches eine Wahlperiode von vier Jahren festsetzte. Erst die novellierte Gemeindewahlordnung vom 15. Juli 1933, Slg. 123, setzte eine Wahlperiode von sechs Jahren fest. Es ist jedoch ein fundamentaler Rechtsgrundsatz, der im § 5 unseres Allgemeinen bürgerlichen Gesetzbuches verankert ist, daß Gesetze nicht zurückwirken und daher auf vorhergegangene Handlungen und vorher erworbene Rechte keinen Einfluß haben. Auf diese Rechtslage stützt sich ein Antrag des Egerer Stadtverordneten Friedrich Ernst, eines Wortführers der nationalen Opposition in der Egerer Gemeindestube, der im Wege der Dringlichkeit die Egerer Stadtvertretung vorgelegt wird, damit diese an die Bezirksbehörde die Forderung nach sofortiger Ausschreibung von Gemeindewahlen in Eger richte, da nach dem klaren Wortlaut des Gesetzes die Funktionsdauer der derzeitigen Gemeindevertretung bereits mit 4. April 1937 abgelaufen ist. — [91, 1008, 442, 1492]
article-body: Gegenwärtig gibt es in der Tschechoslowakei über 1500 Wohngenossenschaften mit 5.5 Millionen Mitgliedern. Diese Genossenschaften erbauten gegen 3000 Zins- und 15.500 Familienhäuser im Bauwert von 5.5 Milliarden Kč. Alle Mitglieder haben allerdings noch nicht in den Genossenschaftshäusern Wohnung erhalten. — Das Fürsorgeministerium hat den neu bearbeiteten Entwurf des Gesetzes über die gemeinnützigen Baugenossenschaften dem Unnerkungsverfahren übergeben. Die Hauptänderung beruht darin, daß Zweck der Genossenschaft nur die Besorgung billiger und gesunder Wohnungen für die Mitglieder sein kann. — [461, 328, 812, 626]
ware-value: 484.50·— — [1495, 1837, 1553, 1851]
geld-value: 129.40·— — [1422, 1801, 1480, 1816]
table-row — [1202, 1853, 1553, 1871]
